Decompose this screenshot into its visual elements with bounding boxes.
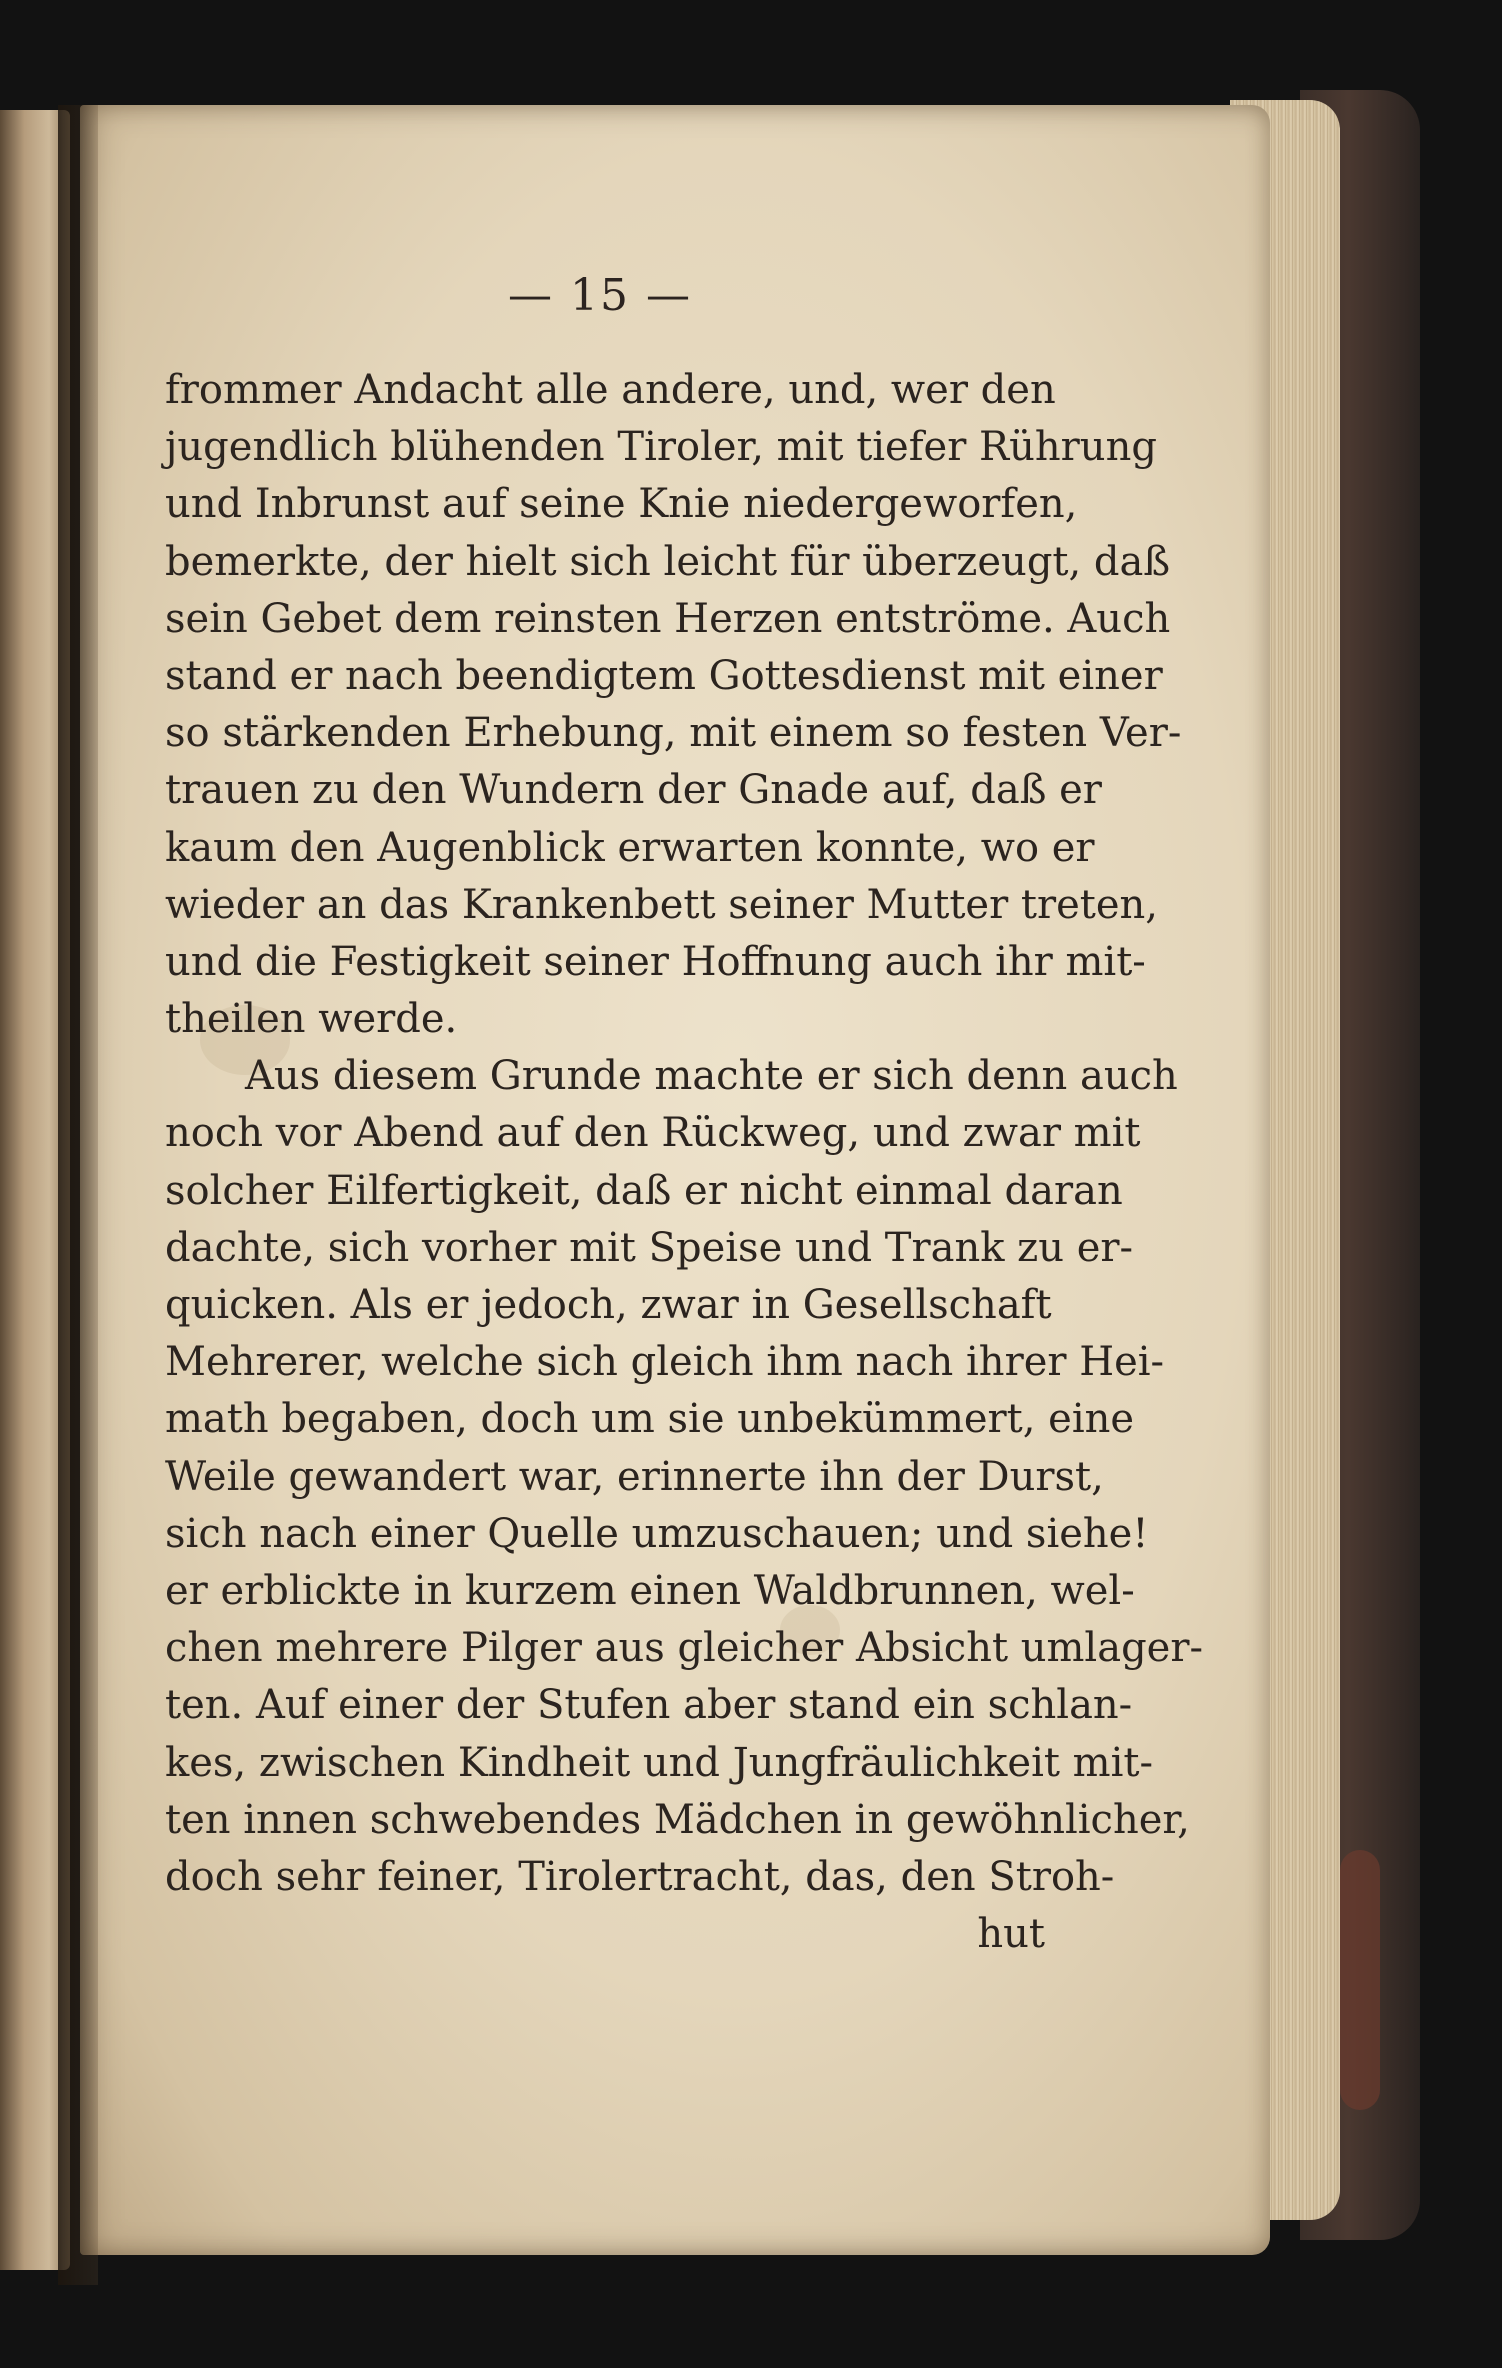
text-line: und Inbrunst auf seine Knie niedergeworfen, (165, 481, 1078, 528)
text-line: Aus diesem Grunde machte er sich denn auch (245, 1053, 1178, 1100)
text-line: Weile gewandert war, erinnerte ihn der Durst, (165, 1453, 1104, 1500)
binding-shadow (58, 105, 98, 2285)
text-line: ten. Auf einer der Stufen aber stand ein schlan- (165, 1682, 1133, 1729)
text-line: doch sehr feiner, Tirolertracht, das, den Stroh- (165, 1853, 1115, 1900)
text-line: theilen werde. (165, 996, 458, 1043)
text-line: dachte, sich vorher mit Speise und Trank zu er- (165, 1224, 1134, 1271)
text-line: chen mehrere Pilger aus gleicher Absicht umlager- (165, 1625, 1203, 1672)
text-line: solcher Eilfertigkeit, daß er nicht einmal daran (165, 1167, 1123, 1214)
page-number: — 15 — (508, 270, 692, 321)
text-line: sich nach einer Quelle umzuschauen; und siehe! (165, 1510, 1149, 1557)
cover-wear (1340, 1850, 1380, 2110)
text-line: quicken. Als er jedoch, zwar in Gesellschaft (165, 1282, 1052, 1328)
text-line: kes, zwischen Kindheit und Jungfräulichkeit mit- (165, 1739, 1153, 1786)
text-line: math begaben, doch um sie unbekümmert, eine (165, 1396, 1135, 1443)
text-line: so stärkenden Erhebung, mit einem so festen Ver- (165, 710, 1182, 757)
text-line: ten innen schwebendes Mädchen in gewöhnlicher, (165, 1796, 1190, 1843)
text-line: er erblickte in kurzem einen Waldbrunnen, wel- (165, 1567, 1135, 1614)
text-line: sein Gebet dem reinsten Herzen entströme. Auch (165, 595, 1171, 642)
text-line: jugendlich blühenden Tiroler, mit tiefer Rührung (165, 424, 1157, 471)
text-line: Mehrerer, welche sich gleich ihm nach ihrer Hei- (165, 1339, 1165, 1386)
body-text (165, 362, 1203, 1963)
text-line: frommer Andacht alle andere, und, wer den (165, 367, 1056, 413)
text-line: trauen zu den Wundern der Gnade auf, daß er (165, 767, 1102, 814)
text-line: stand er nach beendigtem Gottesdienst mit einer (165, 652, 1163, 699)
catchword: hut (977, 1911, 1045, 1958)
text-line: und die Festigkeit seiner Hoffnung auch ihr mit- (165, 938, 1146, 985)
text-line: wieder an das Krankenbett seiner Mutter treten, (165, 881, 1158, 928)
text-line: bemerkte, der hielt sich leicht für überzeugt, daß (165, 538, 1171, 585)
text-line: kaum den Augenblick erwarten konnte, wo er (165, 824, 1095, 871)
text-line: noch vor Abend auf den Rückweg, und zwar mit (165, 1110, 1141, 1157)
